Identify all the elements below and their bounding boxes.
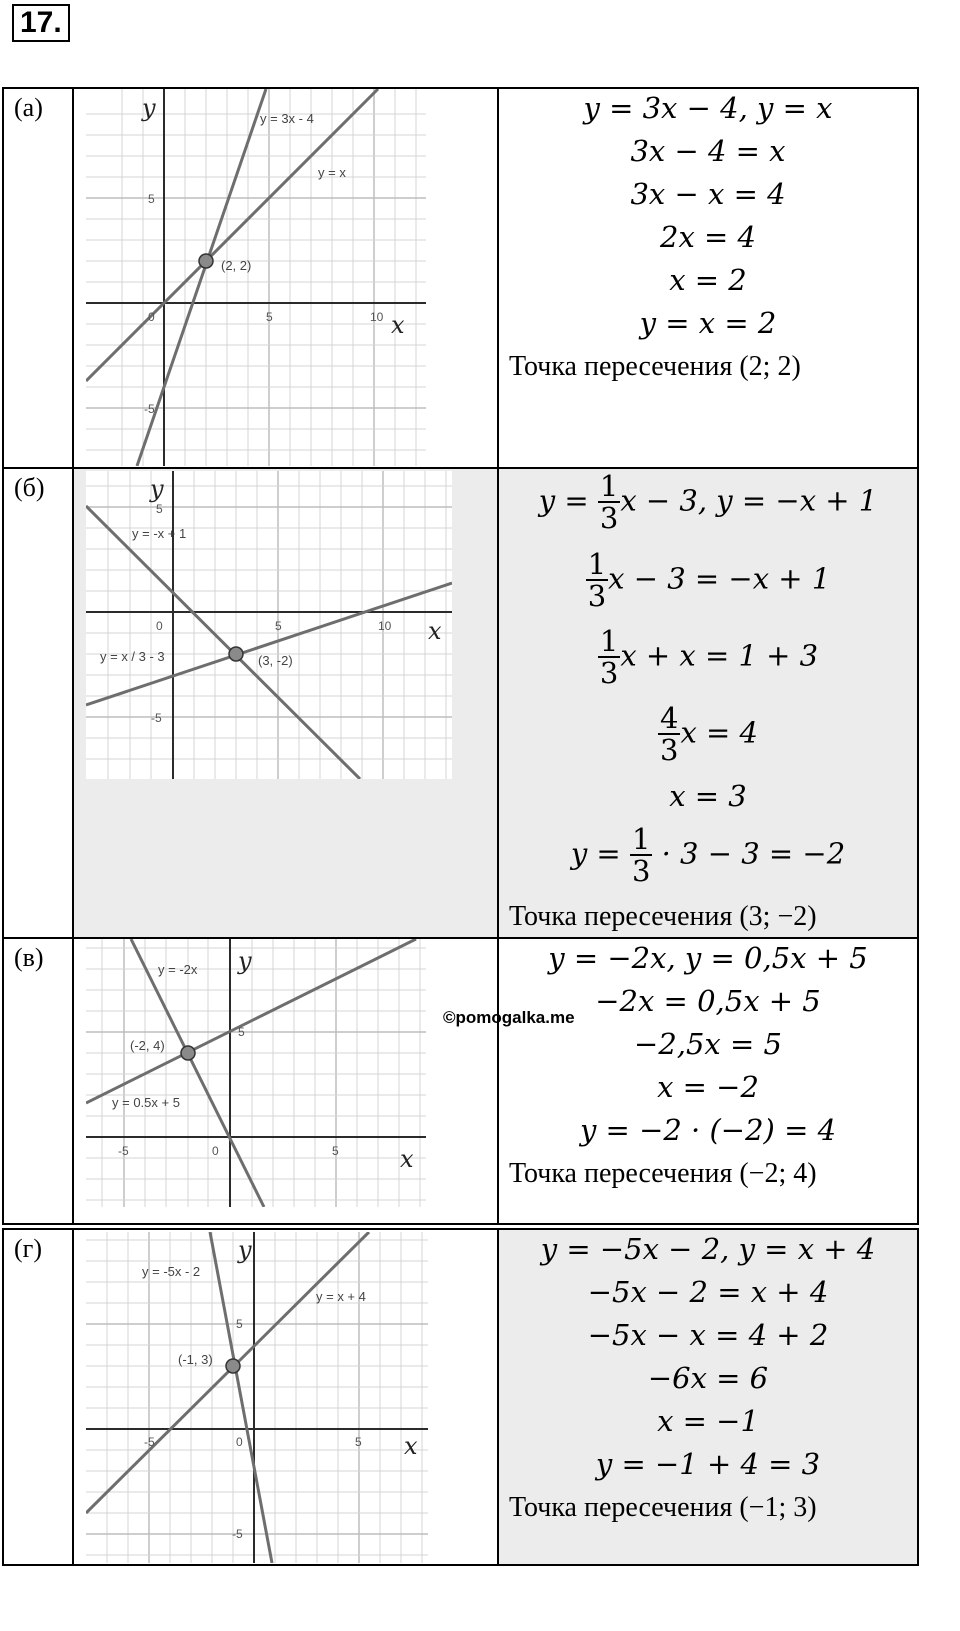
equation-line (499, 549, 917, 612)
equation-line: x = 3 (669, 779, 747, 813)
point-label: (3, -2) (258, 653, 293, 668)
x-tick-5: 5 (332, 1144, 339, 1158)
eq-text: x − 3, y = −x + 1 (620, 483, 878, 518)
x-tick-0: 0 (156, 619, 163, 633)
fraction: $\frac{1}{3}$ (599, 624, 619, 691)
equation-line: x = 2 (669, 263, 747, 297)
eq-text: y = (538, 483, 598, 518)
line-y-neg-2x (131, 939, 264, 1207)
equation-line: −5x − x = 4 + 2 (587, 1318, 829, 1352)
equation-line: y = −2 · (−2) = 4 (579, 1113, 837, 1147)
section-label: (г) (4, 1230, 74, 1564)
watermark: ©pomogalka.me (443, 1008, 575, 1027)
section-a (2, 87, 919, 469)
x-tick-0: 0 (148, 310, 155, 324)
equation-line: −2x = 0,5x + 5 (595, 984, 821, 1018)
grid (86, 939, 426, 1207)
x-tick-0: 0 (212, 1144, 219, 1158)
equation-line: y = −1 + 4 = 3 (595, 1447, 821, 1481)
answer: Точка пересечения (−1; 3) (509, 1492, 817, 1523)
equation-line: −6x = 6 (647, 1361, 769, 1395)
equation-line: −5x − 2 = x + 4 (587, 1275, 829, 1309)
line-y-3x-4 (137, 89, 266, 466)
grid (86, 89, 426, 466)
solution-a (499, 89, 917, 467)
x-axis-label: x (404, 1432, 418, 1460)
equation-line: y = 3x − 4, y = x (583, 91, 833, 125)
y-axis-label: y (150, 475, 164, 503)
equation-line: y = −2x, y = 0,5x + 5 (548, 941, 868, 975)
eq-text: x = 4 (680, 715, 758, 750)
line2-label: y = 0.5x + 5 (112, 1095, 180, 1110)
point-label: (-2, 4) (130, 1038, 165, 1053)
equation-line: y = −5x − 2, y = x + 4 (540, 1232, 876, 1266)
x-tick-neg5: -5 (118, 1144, 129, 1158)
eq-text: · 3 − 3 = −2 (652, 836, 846, 871)
y-axis-label: y (142, 94, 156, 122)
solution-b (499, 469, 917, 937)
x-tick-5: 5 (355, 1435, 362, 1449)
y-tick-5: 5 (238, 1025, 245, 1039)
answer: Точка пересечения (2; 2) (509, 351, 801, 382)
problem-number: 17. (12, 4, 70, 42)
x-tick-5: 5 (266, 310, 273, 324)
line2-label: y = x / 3 - 3 (100, 649, 165, 664)
equation-line: 3x − 4 = x (630, 134, 786, 168)
section-label: (а) (4, 89, 74, 467)
equation-line (499, 703, 917, 766)
section-c (2, 937, 919, 1225)
section-label: (в) (4, 939, 74, 1223)
equation-line: x = −2 (657, 1070, 759, 1104)
solution-d (499, 1230, 917, 1564)
x-tick-10: 10 (370, 310, 384, 324)
fraction: $\frac{1}{3}$ (631, 822, 651, 889)
x-tick-neg5: -5 (144, 1435, 155, 1449)
line1-label: y = -2x (158, 962, 198, 977)
fraction: $\frac{4}{3}$ (660, 701, 679, 768)
section-d (2, 1228, 919, 1566)
line1-label: y = -x + 1 (132, 526, 187, 541)
section-b (2, 467, 919, 939)
section-label: (б) (4, 469, 74, 937)
equation-line: −2,5x = 5 (634, 1027, 782, 1061)
graph-b (74, 469, 499, 937)
intersection-point (229, 647, 243, 661)
x-axis-label: x (428, 617, 442, 645)
intersection-point (181, 1046, 195, 1060)
intersection-point (226, 1359, 240, 1373)
x-tick-10: 10 (378, 619, 392, 633)
line1-label: y = -5x - 2 (142, 1264, 201, 1279)
x-tick-5: 5 (275, 619, 282, 633)
equation-line (499, 626, 917, 689)
x-axis-label: x (391, 311, 405, 339)
x-axis-label: x (400, 1145, 414, 1173)
y-axis-label: y (238, 947, 252, 975)
y-tick-5: 5 (156, 502, 163, 516)
y-tick-neg5: -5 (232, 1527, 243, 1541)
graph-a (74, 89, 499, 467)
solution-c (499, 939, 917, 1223)
line2-label: y = x + 4 (316, 1289, 366, 1304)
equation-line: y = x = 2 (639, 306, 777, 340)
fraction: $\frac{1}{3}$ (587, 547, 607, 614)
equation-line (499, 471, 917, 534)
line1-label: y = 3x - 4 (260, 111, 314, 126)
grid (86, 1232, 428, 1563)
eq-text: x − 3 = −x + 1 (608, 561, 831, 596)
answer: Точка пересечения (3; −2) (509, 901, 817, 932)
fraction: $\frac{1}{3}$ (599, 469, 619, 536)
eq-text: x + x = 1 + 3 (620, 638, 819, 673)
point-label: (2, 2) (221, 258, 252, 273)
y-axis-label: y (238, 1236, 252, 1264)
line-y-x (86, 89, 378, 381)
equation-line: 2x = 4 (660, 220, 756, 254)
eq-text: y = (570, 836, 630, 871)
y-tick-neg5: -5 (144, 402, 155, 416)
answer: Точка пересечения (−2; 4) (509, 1158, 817, 1189)
intersection-point (199, 254, 213, 268)
equation-line (499, 824, 917, 887)
graph-d (74, 1230, 499, 1564)
y-tick-5: 5 (236, 1317, 243, 1331)
x-tick-0: 0 (236, 1435, 243, 1449)
y-tick-5: 5 (148, 192, 155, 206)
y-tick-neg5: -5 (151, 711, 162, 725)
grid (86, 471, 452, 779)
line2-label: y = x (318, 165, 346, 180)
point-label: (-1, 3) (178, 1352, 213, 1367)
equation-line: x = −1 (657, 1404, 759, 1438)
equation-line: 3x − x = 4 (630, 177, 786, 211)
graph-c (74, 939, 499, 1223)
